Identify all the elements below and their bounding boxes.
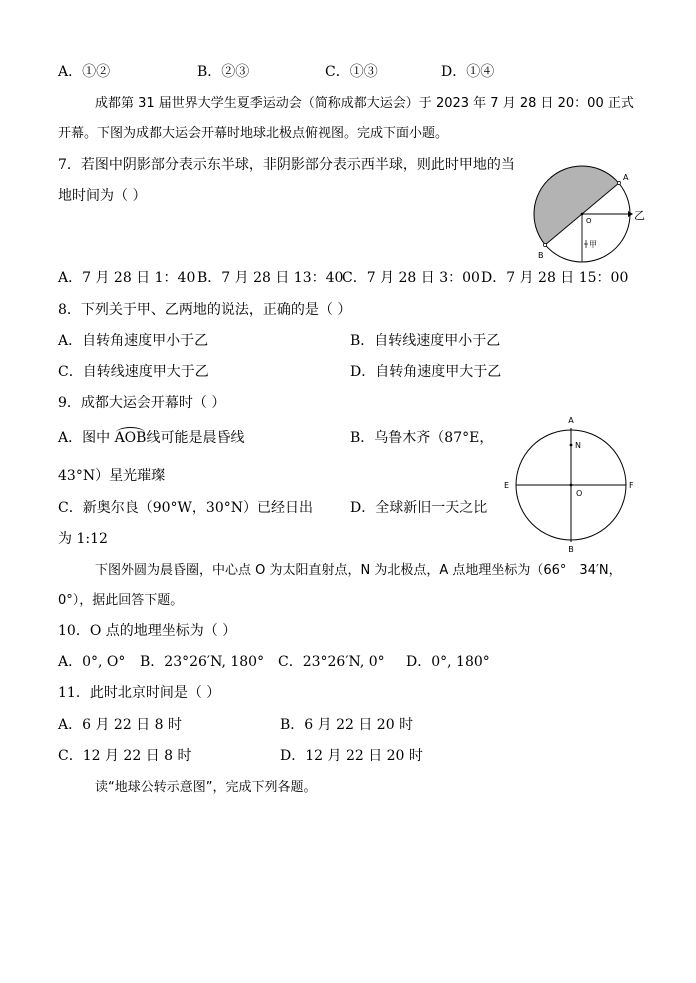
q9-option-b-line-1: B．乌鲁木齐（87°E， bbox=[350, 430, 494, 446]
q9-option-c: C．新奥尔良（90°W，30°N）已经日出 bbox=[58, 500, 313, 516]
q7-stem-line-2: 地时间为（ ） bbox=[58, 188, 147, 204]
q7-stem-line-1: 7．若图中阴影部分表示东半球，非阴影部分表示西半球，则此时甲地的当 bbox=[58, 157, 515, 173]
q9-option-d-line-2: 为 1:12 bbox=[58, 531, 108, 547]
q11-option-c: C．12 月 22 日 8 时 bbox=[58, 748, 192, 764]
q7-option-a: A．7 月 28 日 1：40 bbox=[58, 270, 196, 286]
prev-option-a: A．①② bbox=[58, 64, 111, 80]
point-a-marker bbox=[617, 181, 620, 184]
q11-stem: 11．此时北京时间是（ ） bbox=[58, 685, 221, 701]
q10-option-a: A．0°, O° bbox=[58, 654, 126, 670]
prev-option-b: B．②③ bbox=[197, 64, 250, 80]
figure-2-label-n: N bbox=[575, 441, 581, 450]
passage-2-line-2: 0°），据此回答下题。 bbox=[58, 593, 184, 608]
point-b-marker bbox=[543, 243, 546, 246]
q8-stem: 8．下列关于甲、乙两地的说法，正确的是（ ） bbox=[58, 302, 352, 318]
q11-option-d: D．12 月 22 日 20 时 bbox=[280, 748, 423, 764]
figure-2-label-e: E bbox=[504, 481, 510, 490]
q8-option-b: B．自转线速度甲小于乙 bbox=[350, 333, 501, 349]
figure-1-label-o: O bbox=[586, 217, 592, 225]
q8-option-d: D．自转角速度甲大于乙 bbox=[350, 364, 502, 380]
q11-option-b: B．6 月 22 日 20 时 bbox=[280, 717, 414, 733]
q9-option-a-arc-aob: AOB bbox=[114, 430, 147, 446]
terminator-circle-diagram bbox=[500, 412, 645, 554]
north-pole-point-n bbox=[570, 444, 573, 447]
q9-option-a-suffix: 线可能是晨昏线 bbox=[146, 430, 245, 446]
figure-2-label-b: B bbox=[568, 545, 574, 554]
q7-option-c: C．7 月 28 日 3：00 bbox=[342, 270, 480, 286]
q9-option-a bbox=[58, 429, 244, 447]
north-pole-view-diagram bbox=[525, 160, 650, 265]
figure-2-label-o: O bbox=[576, 489, 583, 498]
figure-1-label-yi: 乙 bbox=[634, 209, 645, 222]
prev-option-d: D．①④ bbox=[441, 64, 495, 80]
figure-2-label-a: A bbox=[568, 416, 574, 425]
prev-option-c: C．①③ bbox=[325, 64, 378, 80]
q10-option-d: D．0°, 180° bbox=[406, 654, 490, 670]
eastern-hemisphere-shade bbox=[534, 166, 619, 245]
q11-option-a: A．6 月 22 日 8 时 bbox=[58, 717, 182, 733]
passage-1-line-2: 开幕。下图为成都大运会开幕时地球北极点俯视图。完成下面小题。 bbox=[58, 126, 449, 141]
q9-option-a-prefix: A．图中 bbox=[58, 430, 115, 446]
passage-3: 读“地球公转示意图”，完成下列各题。 bbox=[95, 780, 317, 795]
arrow-to-yi-icon bbox=[628, 211, 633, 217]
q9-option-d-line-1: D．全球新旧一天之比 bbox=[350, 500, 488, 516]
figure-2-label-f: F bbox=[629, 481, 634, 490]
q8-option-c: C．自转线速度甲大于乙 bbox=[58, 364, 209, 380]
figure-1-label-a: A bbox=[623, 173, 629, 182]
q8-option-a: A．自转角速度甲小于乙 bbox=[58, 333, 209, 349]
passage-2-line-1: 下图外圆为晨昏圈，中心点 O 为太阳直射点，N 为北极点，A 点地理坐标为（66° 34′N， bbox=[95, 563, 622, 578]
q7-option-b: B．7 月 28 日 13：40 bbox=[197, 270, 344, 286]
figure-1-label-b: B bbox=[538, 251, 544, 260]
q10-option-c: C．23°26′N, 0° bbox=[278, 654, 385, 670]
q10-stem: 10．O 点的地理坐标为（ ） bbox=[58, 623, 237, 639]
subsolar-point-o bbox=[570, 484, 573, 487]
q9-option-b-line-2: 43°N）星光璀璨 bbox=[58, 468, 166, 484]
passage-1-line-1: 成都第 31 届世界大学生夏季运动会（简称成都大运会）于 2023 年 7 月 28 日 20：00 正式 bbox=[95, 96, 634, 111]
q10-option-b: B．23°26′N, 180° bbox=[140, 654, 265, 670]
figure-1-label-jia: 甲 bbox=[589, 240, 597, 249]
pole-point-o bbox=[581, 213, 584, 216]
q7-option-d: D．7 月 28 日 15：00 bbox=[481, 270, 629, 286]
q9-stem: 9．成都大运会开幕时（ ） bbox=[58, 395, 226, 411]
